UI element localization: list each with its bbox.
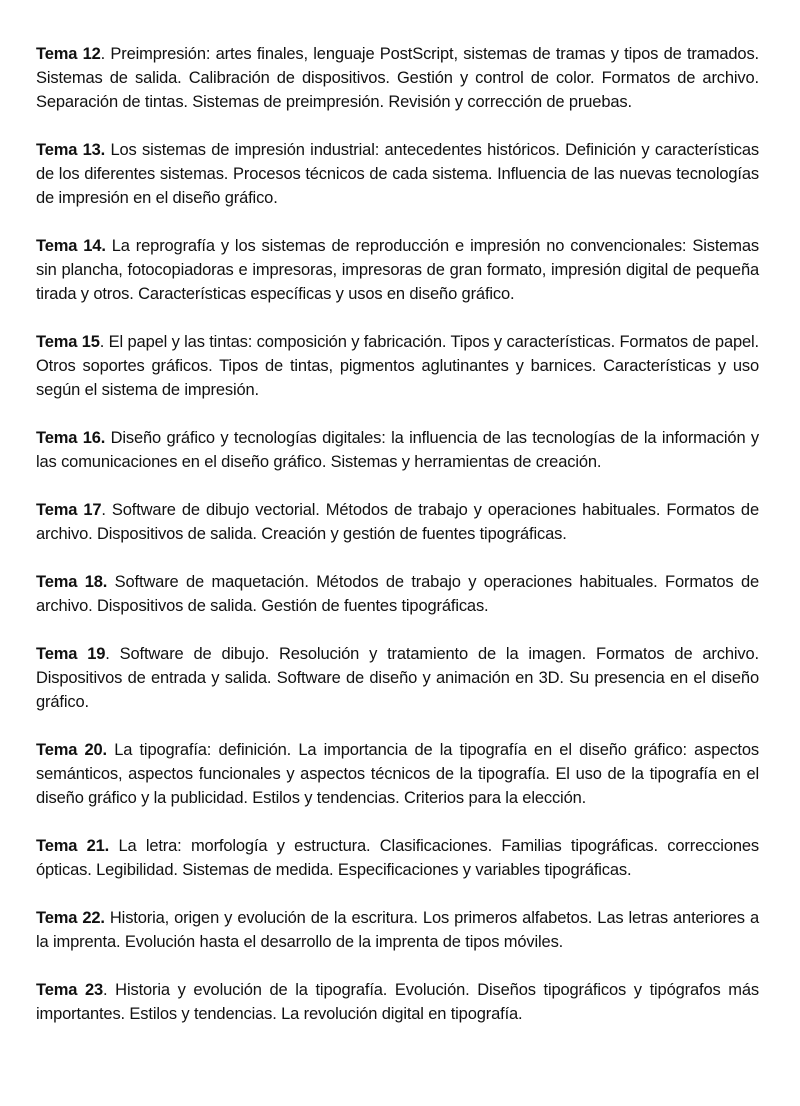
tema-17-paragraph: [36, 498, 759, 546]
tema-19-body: . Software de dibujo. Resolución y tratamiento de la imagen. Formatos de archivo. Dispositivos de entrada y salida. Software de diseño y animación en 3D. Su presencia en el diseño gráfico.: [36, 645, 759, 711]
tema-17-body: . Software de dibujo vectorial. Métodos de trabajo y operaciones habituales. Formatos de archivo. Dispositivos de salida. Creación y gestión de fuentes tipográficas.: [36, 501, 759, 543]
tema-20-paragraph: [36, 738, 759, 810]
tema-19-label: Tema 19: [36, 645, 106, 663]
tema-16-body: Diseño gráfico y tecnologías digitales: la influencia de las tecnologías de la información y las comunicaciones en el diseño gráfico. Sistemas y herramientas de creación.: [36, 429, 759, 471]
tema-13-body: Los sistemas de impresión industrial: antecedentes históricos. Definición y características de los diferentes sistemas. Procesos técnicos de cada sistema. Influencia de las nuevas tecnologías de impresión en el diseño gráfico.: [36, 141, 759, 207]
tema-14-label: Tema 14.: [36, 237, 106, 255]
tema-21-label: Tema 21.: [36, 837, 110, 855]
tema-13-label: Tema 13.: [36, 141, 106, 159]
tema-18-paragraph: [36, 570, 759, 618]
tema-22-body: Historia, origen y evolución de la escritura. Los primeros alfabetos. Las letras anteriores a la imprenta. Evolución hasta el desarrollo de la imprenta de tipos móviles.: [36, 909, 760, 951]
tema-22-label: Tema 22.: [36, 909, 105, 927]
tema-19-paragraph: [36, 642, 759, 714]
tema-20-label: Tema 20.: [36, 741, 107, 759]
document-page: [36, 42, 759, 1026]
tema-15-paragraph: [36, 330, 759, 402]
tema-12-paragraph: [36, 42, 759, 114]
tema-14-paragraph: [36, 234, 759, 306]
tema-18-body: Software de maquetación. Métodos de trabajo y operaciones habituales. Formatos de archivo. Dispositivos de salida. Gestión de fuentes tipográficas.: [36, 573, 759, 615]
tema-21-body: La letra: morfología y estructura. Clasificaciones. Familias tipográficas. correcciones ópticas. Legibilidad. Sistemas de medida. Especificaciones y variables tipográficas.: [36, 837, 759, 879]
tema-23-paragraph: [36, 978, 759, 1026]
tema-22-paragraph: [36, 906, 759, 954]
tema-15-body: . El papel y las tintas: composición y fabricación. Tipos y características. Formatos de papel. Otros soportes gráficos. Tipos de tintas, pigmentos aglutinantes y barnices. Características y uso según el sistema de impresión.: [36, 333, 759, 399]
tema-12-body: . Preimpresión: artes finales, lenguaje PostScript, sistemas de tramas y tipos de tramados. Sistemas de salida. Calibración de dispositivos. Gestión y control de color. Formatos de archivo. Separación de tintas. Sistemas de preimpresión. Revisión y corrección de pruebas.: [36, 45, 759, 111]
tema-18-label: Tema 18.: [36, 573, 108, 591]
tema-14-body: La reprografía y los sistemas de reproducción e impresión no convencionales: Sistemas sin plancha, fotocopiadoras e impresoras, impresoras de gran formato, impresión digital de pequeña tirada y otros. Características específicas y usos en diseño gráfico.: [36, 237, 759, 303]
tema-17-label: Tema 17: [36, 501, 102, 519]
tema-12-label: Tema 12: [36, 45, 101, 63]
tema-15-label: Tema 15: [36, 333, 100, 351]
tema-20-body: La tipografía: definición. La importancia de la tipografía en el diseño gráfico: aspectos semánticos, aspectos funcionales y aspectos técnicos de la tipografía. El uso de la tipografía en el diseño gráfico y la publicidad. Estilos y tendencias. Criterios para la elección.: [36, 741, 759, 807]
tema-21-paragraph: [36, 834, 759, 882]
tema-23-label: Tema 23: [36, 981, 104, 999]
tema-23-body: . Historia y evolución de la tipografía. Evolución. Diseños tipográficos y tipógrafos más importantes. Estilos y tendencias. La revolución digital en tipografía.: [36, 981, 759, 1023]
tema-13-paragraph: [36, 138, 759, 210]
tema-16-label: Tema 16.: [36, 429, 106, 447]
tema-16-paragraph: [36, 426, 759, 474]
